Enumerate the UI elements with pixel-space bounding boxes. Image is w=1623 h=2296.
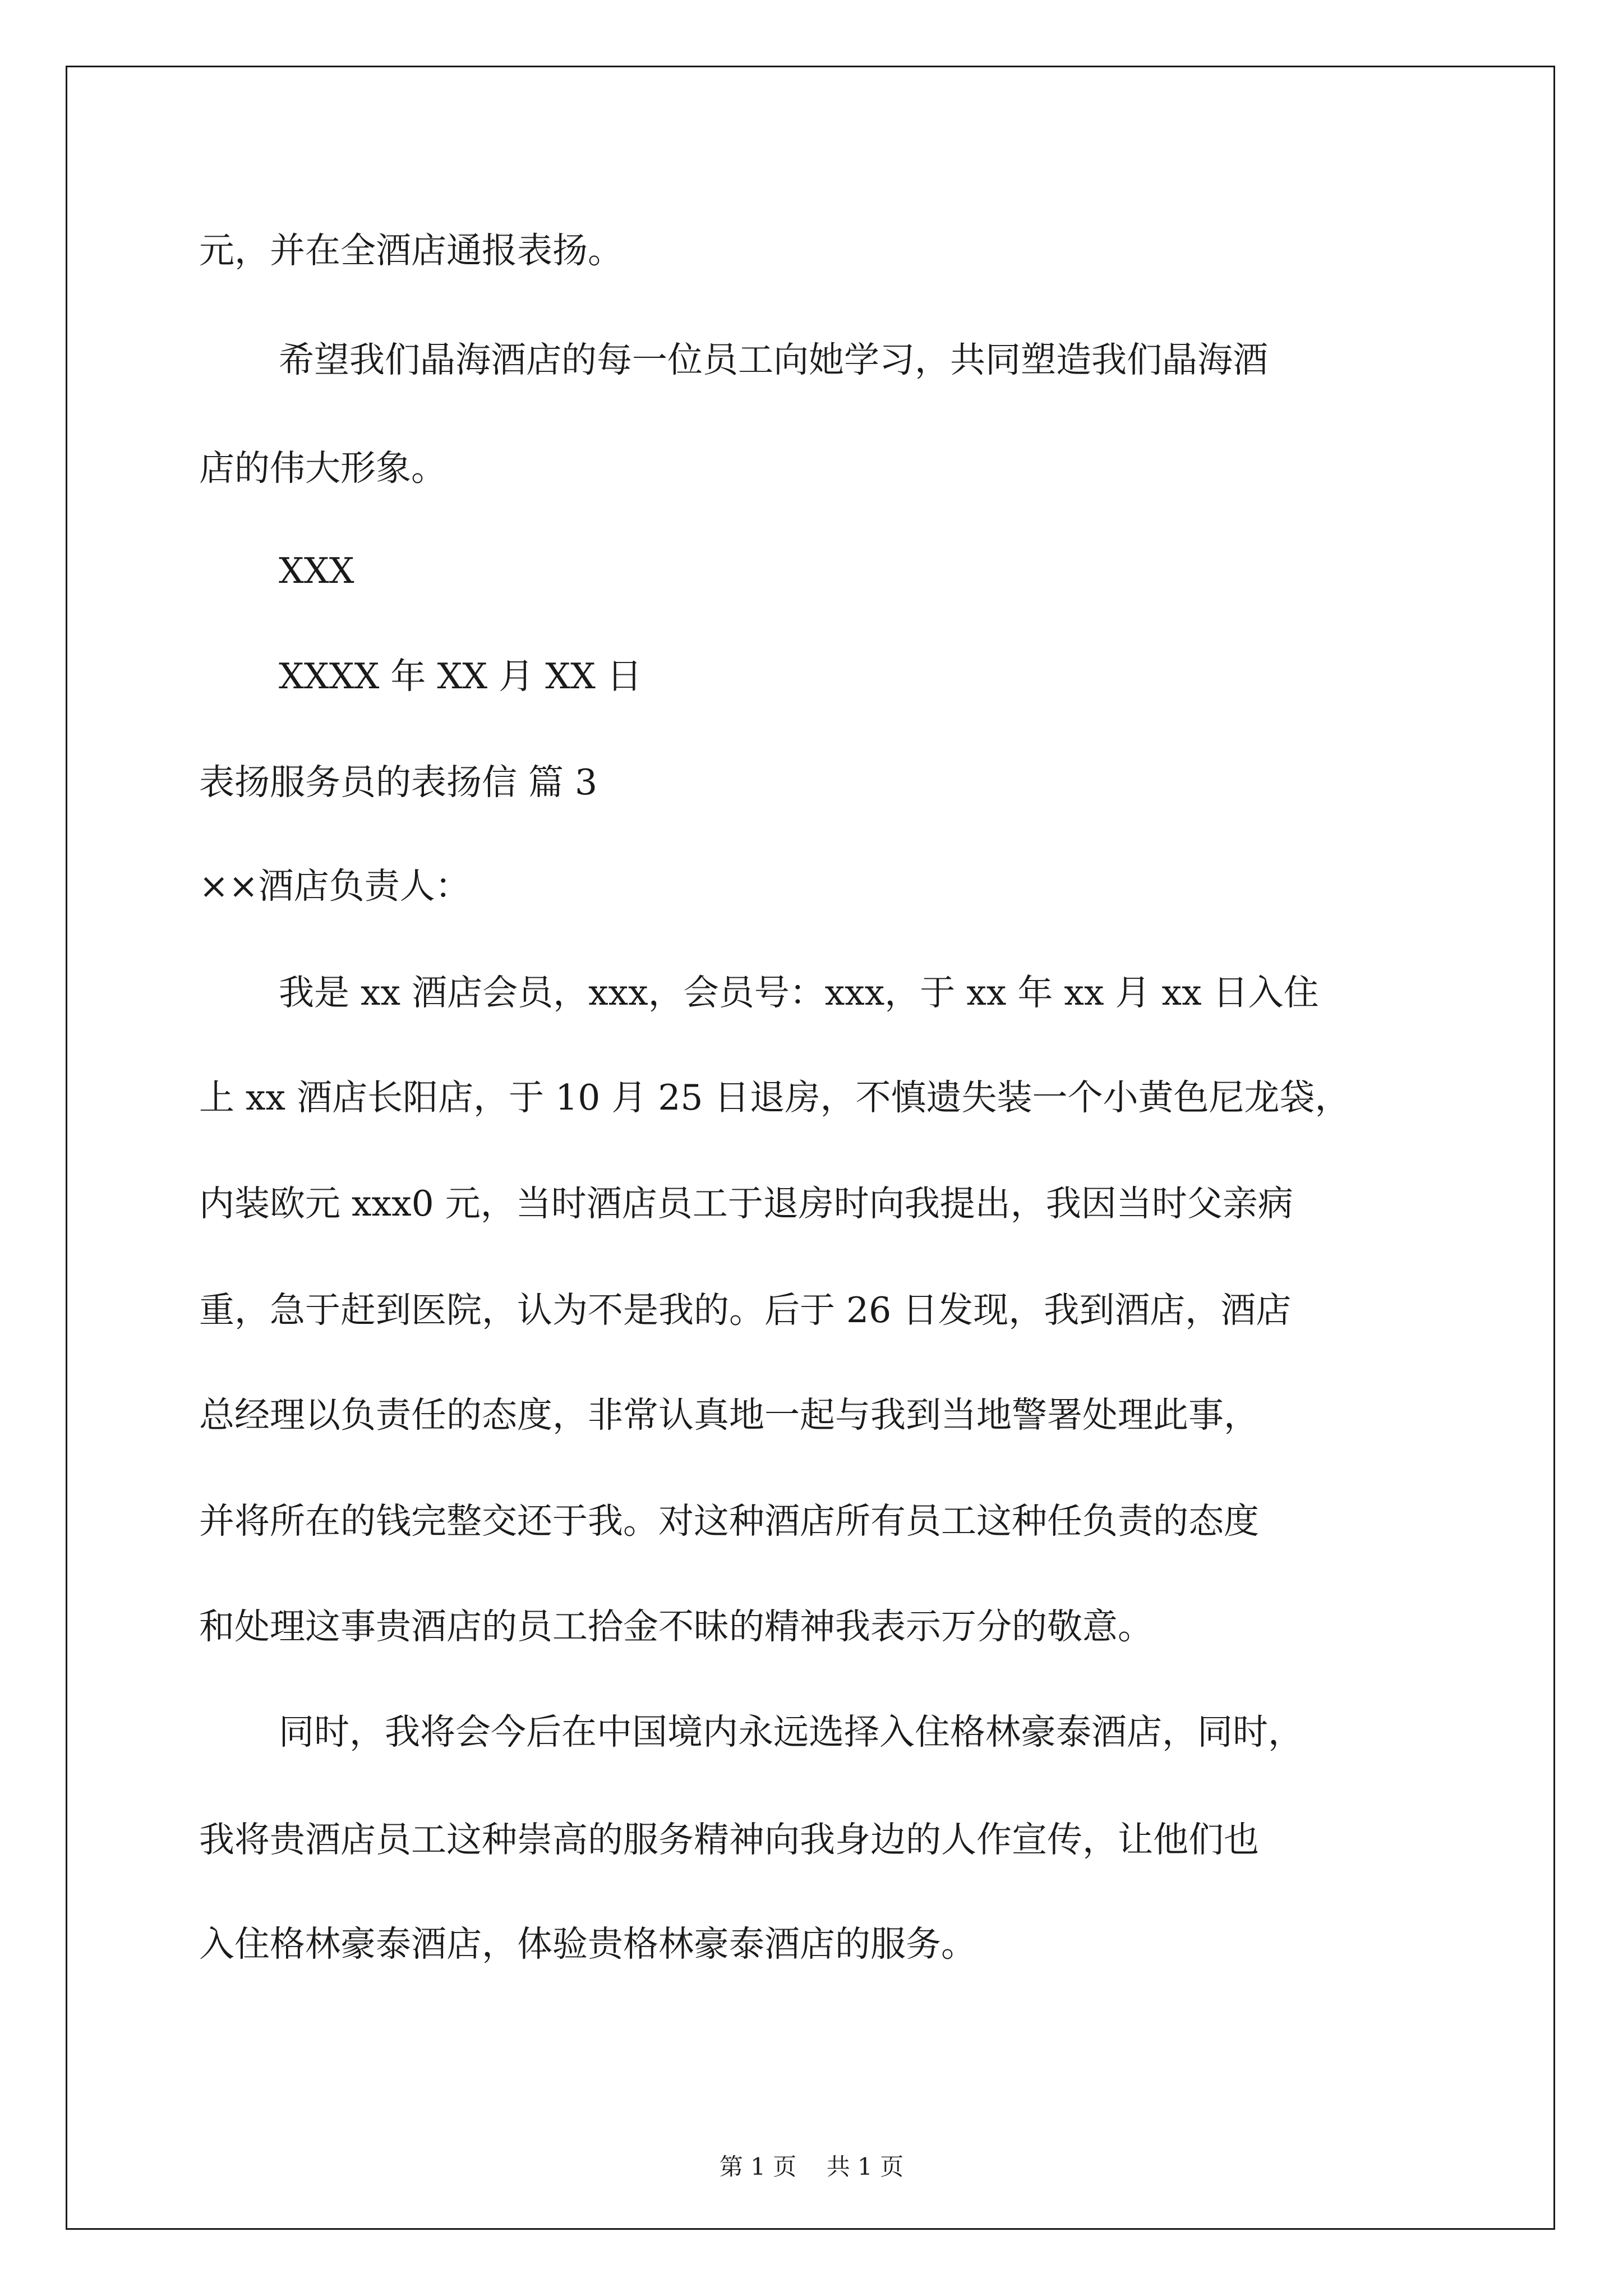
paragraph-line: 我是 xx 酒店会员，xxx，会员号：xxx，于 xx 年 xx 月 xx 日入住 [279, 972, 1319, 1013]
page-number: 第 1 页 共 1 页 [719, 2153, 904, 2180]
body-text-line: 并将所在的钱完整交还于我。对这种酒店所有员工这种任负责的态度 [199, 1501, 1259, 1542]
section-heading: 表扬服务员的表扬信 篇 3 [199, 762, 598, 803]
body-text-line: 元，并在全酒店通报表扬。 [199, 230, 623, 271]
body-text-line: 我将贵酒店员工这种崇高的服务精神向我身边的人作宣传，让他们也 [199, 1819, 1259, 1860]
body-text-line: 店的伟大形象。 [199, 448, 446, 489]
paragraph-line: 希望我们晶海酒店的每一位员工向她学习，共同塑造我们晶海酒 [279, 339, 1268, 380]
body-text-line: 上 xx 酒店长阳店，于 10 月 25 日退房，不慎遗失装一个小黄色尼龙袋， [199, 1077, 1350, 1118]
page-border [66, 66, 1555, 2230]
date-line: XXXX 年 XX 月 XX 日 [279, 656, 642, 697]
body-text-line: 和处理这事贵酒店的员工拾金不昧的精神我表示万分的敬意。 [199, 1606, 1153, 1647]
paragraph-line: 同时，我将会今后在中国境内永远选择入住格林豪泰酒店，同时， [279, 1711, 1303, 1752]
signature-line: XXX [279, 550, 354, 591]
body-text-line: 内装欧元 xxx0 元，当时酒店员工于退房时向我提出，我因当时父亲病 [199, 1183, 1293, 1224]
body-text-line: 重，急于赶到医院，认为不是我的。后于 26 日发现，我到酒店，酒店 [199, 1290, 1292, 1331]
body-text-line: 入住格林豪泰酒店，体验贵格林豪泰酒店的服务。 [199, 1924, 976, 1964]
salutation-line: ××酒店负责人： [199, 866, 471, 907]
body-text-line: 总经理以负责任的态度，非常认真地一起与我到当地警署处理此事， [199, 1395, 1259, 1435]
